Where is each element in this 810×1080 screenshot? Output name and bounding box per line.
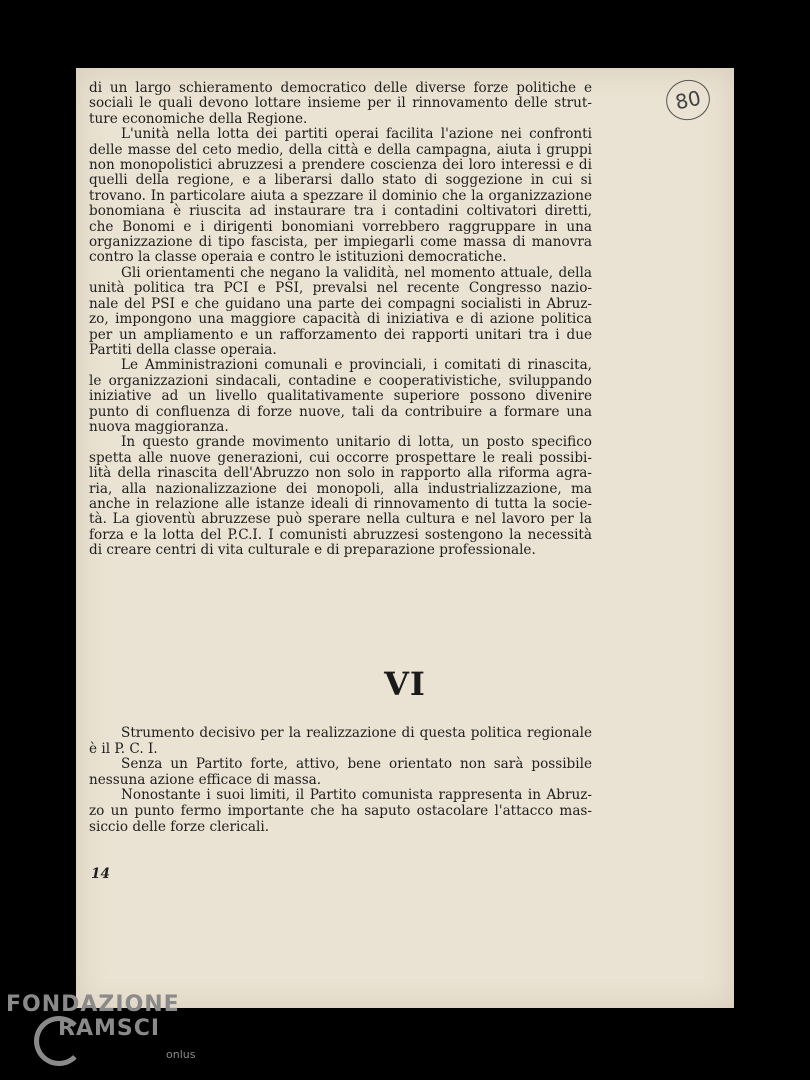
body-text-top — [89, 81, 592, 559]
text-line: le organizzazioni sindacali, contadine e cooperativistiche, sviluppando — [89, 372, 592, 389]
text-line: ria, alla nazionalizzazione dei monopoli, alla industrializzazione, ma — [89, 480, 592, 497]
text-line: tà. La gioventù abruzzese può sperare nella cultura e nel lavoro per la — [89, 511, 592, 528]
text-line: nale del PSI e che guidano una parte dei compagni socialisti in Abruz- — [89, 295, 592, 312]
watermark-line2: RAMSCI — [58, 1016, 161, 1041]
paragraph — [89, 127, 592, 266]
text-line: Strumento decisivo per la realizzazione di questa politica regionale — [121, 725, 592, 741]
text-line: Gli orientamenti che negano la validità, nel momento attuale, della — [121, 264, 592, 281]
text-line: L'unità nella lotta dei partiti operai facilita l'azione nei confronti — [121, 126, 592, 143]
paragraph — [89, 266, 592, 358]
text-line: di un largo schieramento democratico delle diverse forze politiche e — [89, 80, 592, 96]
text-line: spetta alle nuove generazioni, cui occorre prospettare le reali possibi- — [89, 449, 592, 466]
text-line: zo un punto fermo importante che ha saputo ostacolare l'attacco mas- — [89, 802, 592, 819]
paragraph — [89, 788, 592, 835]
text-line: ture economiche della Regione. — [89, 110, 308, 127]
text-line: unità politica tra PCI e PSI, prevalsi nel recente Congresso nazio- — [89, 280, 592, 297]
section-heading: VI — [384, 665, 426, 703]
paragraph — [89, 358, 592, 435]
text-line: zo, impongono una maggiore capacità di iniziativa e di azione politica — [89, 311, 592, 328]
text-line: non monopolistici abruzzesi a prendere coscienza dei loro interessi e di — [89, 157, 592, 174]
text-line: iniziative ad un livello qualitativamente superiore possono divenire — [89, 388, 592, 405]
text-line: Nonostante i suoi limiti, il Partito comunista rappresenta in Abruz- — [121, 787, 592, 804]
text-line: quelli della regione, e a liberarsi dallo stato di soggezione in cui si — [89, 172, 592, 189]
text-line: nessuna azione efficace di massa. — [89, 771, 322, 788]
text-line: bonomiana è riuscita ad instaurare tra i contadini coltivatori diretti, — [89, 203, 592, 220]
paragraph — [89, 726, 592, 757]
text-line: che Bonomi e i dirigenti bonomiani vorrebbero raggruppare in una — [89, 218, 592, 235]
text-line: sociali le quali devono lottare insieme per il rinnovamento delle strut- — [89, 95, 592, 112]
text-line: punto di confluenza di forze nuove, tali da contribuire a formare una — [89, 403, 592, 420]
text-line: nuova maggioranza. — [89, 418, 229, 435]
text-line: delle masse del ceto medio, della città e della campagna, aiuta i gruppi — [89, 141, 592, 158]
watermark-line3: onlus — [166, 1048, 196, 1061]
text-line: per un ampliamento e un rafforzamento dei rapporti unitari tra i due — [89, 326, 592, 343]
text-line: siccio delle forze clericali. — [89, 818, 270, 835]
paragraph — [89, 81, 592, 127]
text-line: di creare centri di vita culturale e di preparazione professionale. — [89, 542, 536, 559]
text-line: organizzazione di tipo fascista, per impiegarli come massa di manovra — [89, 234, 592, 251]
paragraph — [89, 757, 592, 788]
text-line: lità della rinascita dell'Abruzzo non solo in rapporto alla riforma agra- — [89, 465, 592, 482]
archive-stamp: 80 — [662, 76, 713, 124]
text-line: anche in relazione alle istanze ideali di rinnovamento di tutta la socie- — [89, 495, 592, 512]
watermark-logo — [6, 992, 206, 1072]
paragraph — [89, 435, 592, 558]
text-line: In questo grande movimento unitario di lotta, un posto specifico — [121, 434, 592, 451]
text-line: è il P. C. I. — [89, 740, 158, 757]
page-number: 14 — [91, 866, 110, 882]
watermark-line1: FONDAZIONE — [6, 992, 180, 1017]
text-line: forza e la lotta del P.C.I. I comunisti abruzzesi sostengono la necessità — [89, 526, 592, 543]
body-text-bottom — [89, 726, 592, 835]
text-line: trovano. In particolare aiuta a spezzare il dominio che la organizzazione — [89, 187, 592, 204]
text-line: Le Amministrazioni comunali e provinciali, i comitati di rinascita, — [121, 357, 592, 374]
text-line: Partiti della classe operaia. — [89, 341, 277, 358]
text-line: Senza un Partito forte, attivo, bene orientato non sarà possibile — [121, 756, 592, 773]
text-line: contro la classe operaia e contro le istituzioni democratiche. — [89, 249, 507, 266]
